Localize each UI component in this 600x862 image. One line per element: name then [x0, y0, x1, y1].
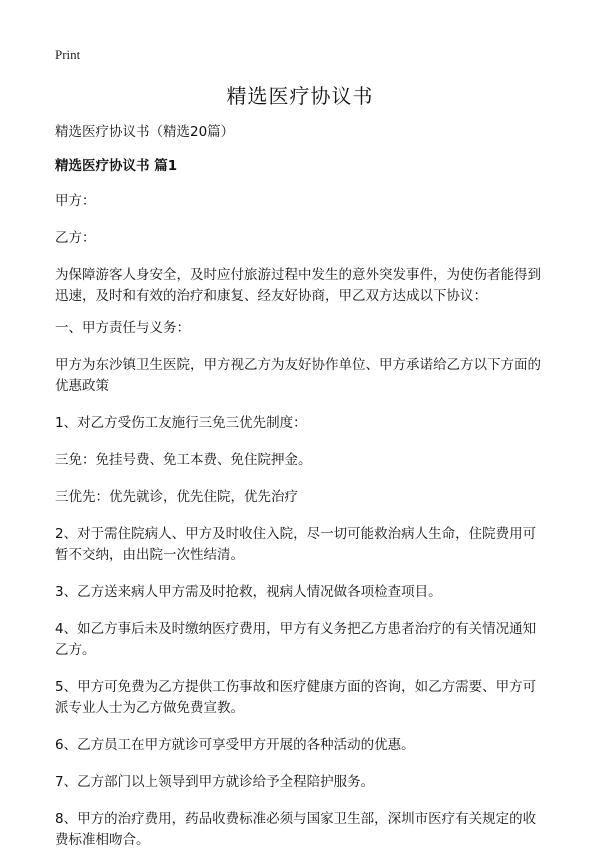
list-item: 8、甲方的治疗费用，药品收费标准必须与国家卫生部，深圳市医疗有关规定的收费标准相吻合。: [55, 811, 537, 848]
page-title: 精选医疗协议书: [226, 84, 374, 108]
list-item: 5、甲方可免费为乙方提供工伤事故和医疗健康方面的咨询，如乙方需要、甲方可派专业人士为乙方做免费宣教。: [55, 679, 537, 716]
party-a-label: 甲方：: [55, 193, 96, 209]
list-item: 2、对于需住院病人、甲方及时收住入院，尽一切可能救治病人生命，住院费用可暂不交纳，由出院一次性结清。: [55, 526, 537, 563]
list-item: 7、乙方部门以上领导到甲方就诊给予全程陪护服务。: [55, 774, 375, 790]
section-heading: 精选医疗协议书 篇1: [55, 158, 178, 174]
list-item: 1、对乙方受伤工友施行三免三优先制度：: [55, 415, 307, 431]
list-item: 三优先：优先就诊，优先住院，优先治疗: [55, 489, 298, 505]
list-item: 三免：免挂号费、免工本费、免住院押金。: [55, 452, 312, 468]
doc-subtitle: 精选医疗协议书（精选20篇）: [55, 124, 235, 140]
list-item: 6、乙方员工在甲方就诊可享受甲方开展的各种活动的优惠。: [55, 737, 415, 753]
list-item: 4、如乙方事后未及时缴纳医疗费用，甲方有义务把乙方患者治疗的有关情况通知乙方。: [55, 621, 537, 658]
clause-heading: 一、甲方责任与义务：: [55, 320, 190, 336]
intro-paragraph: 为保障游客人身安全，及时应付旅游过程中发生的意外突发事件，为使伤者能得到迅速，及时和有效的治疗和康复、经友好协商，甲乙双方达成以下协议：: [55, 267, 541, 304]
print-link[interactable]: Print: [55, 47, 81, 62]
party-b-label: 乙方：: [55, 230, 96, 246]
list-item: 3、乙方送来病人甲方需及时抢救，视病人情况做各项检查项目。: [55, 584, 442, 600]
document-body: [55, 122, 548, 862]
clause-intro: 甲方为东沙镇卫生医院，甲方视乙方为友好协作单位、甲方承诺给乙方以下方面的优惠政策: [55, 357, 541, 394]
